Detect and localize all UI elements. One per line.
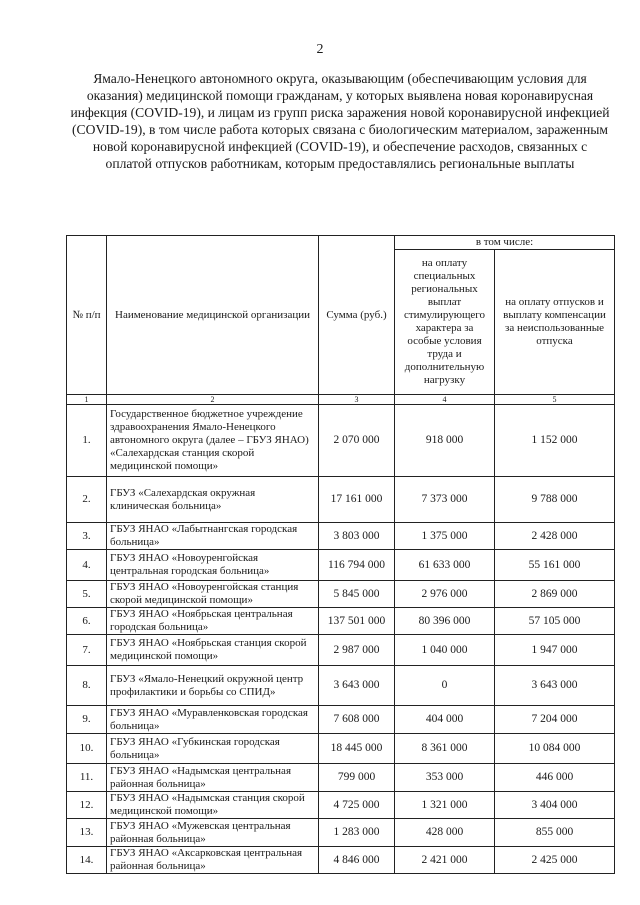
- table-row: [67, 405, 615, 477]
- header-including: в том числе:: [395, 236, 615, 250]
- header-name: Наименование медицинской организации: [107, 236, 319, 395]
- special-payments-sum: 1 040 000: [395, 635, 495, 666]
- intro-paragraph: Ямало-Ненецкого автономного округа, оказывающим (обеспечивающим условия для оказания) медицинской помощи гражданам, у которых выявлена новая коронавирусная инфекция (COVID-19), и лицам из групп риска заражения новой коронавирусной инфекцией (COVID-19), в том числе работа которых связана с биологическим материалом, зараженным новой коронавирусной инфекцией (COVID-19), и обеспечение расходов, связанных с оплатой отпусков работникам, которым предоставлялись региональные выплаты: [70, 71, 610, 171]
- row-number: 9.: [67, 706, 107, 734]
- row-number: 13.: [67, 819, 107, 847]
- total-sum: 1 283 000: [319, 819, 395, 847]
- total-sum: 3 643 000: [319, 666, 395, 706]
- special-payments-sum: 2 421 000: [395, 847, 495, 874]
- table-row: [67, 666, 615, 706]
- row-number: 3.: [67, 523, 107, 550]
- header-sum: Сумма (руб.): [319, 236, 395, 395]
- organization-name: ГБУЗ «Ямало-Ненецкий окружной центр профилактики и борьбы со СПИД»: [107, 666, 319, 706]
- table-row: [67, 608, 615, 635]
- column-index: 2: [107, 395, 319, 405]
- table-row: [67, 706, 615, 734]
- table-row: [67, 523, 615, 550]
- total-sum: 7 608 000: [319, 706, 395, 734]
- vacation-payments-sum: 7 204 000: [495, 706, 615, 734]
- organization-name: ГБУЗ ЯНАО «Мужевская центральная районная больница»: [107, 819, 319, 847]
- vacation-payments-sum: 3 643 000: [495, 666, 615, 706]
- vacation-payments-sum: 9 788 000: [495, 477, 615, 523]
- total-sum: 137 501 000: [319, 608, 395, 635]
- header-vacation-payments: на оплату отпусков и выплату компенсации за неиспользованные отпуска: [495, 250, 615, 395]
- organization-name: Государственное бюджетное учреждение здравоохранения Ямало-Ненецкого автономного округа (далее – ГБУЗ ЯНАО) «Салехардская станция скорой медицинской помощи»: [107, 405, 319, 477]
- organization-name: ГБУЗ ЯНАО «Надымская станция скорой медицинской помощи»: [107, 792, 319, 819]
- row-number: 2.: [67, 477, 107, 523]
- table-row: [67, 734, 615, 764]
- vacation-payments-sum: 446 000: [495, 764, 615, 792]
- table-row: [67, 819, 615, 847]
- page-number: 2: [316, 42, 324, 57]
- vacation-payments-sum: 10 084 000: [495, 734, 615, 764]
- row-number: 12.: [67, 792, 107, 819]
- total-sum: 2 987 000: [319, 635, 395, 666]
- vacation-payments-sum: 2 428 000: [495, 523, 615, 550]
- total-sum: 116 794 000: [319, 550, 395, 581]
- vacation-payments-sum: 1 947 000: [495, 635, 615, 666]
- special-payments-sum: 80 396 000: [395, 608, 495, 635]
- table-row: [67, 792, 615, 819]
- column-index: 3: [319, 395, 395, 405]
- organization-name: ГБУЗ ЯНАО «Новоуренгойская центральная городская больница»: [107, 550, 319, 581]
- total-sum: 799 000: [319, 764, 395, 792]
- vacation-payments-sum: 3 404 000: [495, 792, 615, 819]
- funding-table: [66, 235, 615, 874]
- special-payments-sum: 8 361 000: [395, 734, 495, 764]
- row-number: 7.: [67, 635, 107, 666]
- total-sum: 18 445 000: [319, 734, 395, 764]
- special-payments-sum: 404 000: [395, 706, 495, 734]
- row-number: 14.: [67, 847, 107, 874]
- special-payments-sum: 428 000: [395, 819, 495, 847]
- row-number: 11.: [67, 764, 107, 792]
- vacation-payments-sum: 855 000: [495, 819, 615, 847]
- total-sum: 4 725 000: [319, 792, 395, 819]
- column-index-row: [67, 395, 615, 405]
- table-row: [67, 477, 615, 523]
- table-row: [67, 635, 615, 666]
- total-sum: 17 161 000: [319, 477, 395, 523]
- table-row: [67, 764, 615, 792]
- row-number: 1.: [67, 405, 107, 477]
- organization-name: ГБУЗ ЯНАО «Муравленковская городская больница»: [107, 706, 319, 734]
- special-payments-sum: 7 373 000: [395, 477, 495, 523]
- special-payments-sum: 353 000: [395, 764, 495, 792]
- vacation-payments-sum: 57 105 000: [495, 608, 615, 635]
- table-row: [67, 550, 615, 581]
- row-number: 6.: [67, 608, 107, 635]
- total-sum: 3 803 000: [319, 523, 395, 550]
- row-number: 5.: [67, 581, 107, 608]
- table-row: [67, 581, 615, 608]
- header-num: № п/п: [67, 236, 107, 395]
- column-index: 5: [495, 395, 615, 405]
- column-index: 4: [395, 395, 495, 405]
- organization-name: ГБУЗ ЯНАО «Ноябрьская станция скорой медицинской помощи»: [107, 635, 319, 666]
- vacation-payments-sum: 2 869 000: [495, 581, 615, 608]
- organization-name: ГБУЗ ЯНАО «Аксарковская центральная районная больница»: [107, 847, 319, 874]
- organization-name: ГБУЗ ЯНАО «Ноябрьская центральная городская больница»: [107, 608, 319, 635]
- row-number: 4.: [67, 550, 107, 581]
- special-payments-sum: 61 633 000: [395, 550, 495, 581]
- row-number: 8.: [67, 666, 107, 706]
- special-payments-sum: 0: [395, 666, 495, 706]
- vacation-payments-sum: 2 425 000: [495, 847, 615, 874]
- organization-name: ГБУЗ ЯНАО «Лабытнангская городская больница»: [107, 523, 319, 550]
- special-payments-sum: 1 321 000: [395, 792, 495, 819]
- special-payments-sum: 918 000: [395, 405, 495, 477]
- column-index: 1: [67, 395, 107, 405]
- row-number: 10.: [67, 734, 107, 764]
- organization-name: ГБУЗ ЯНАО «Надымская центральная районная больница»: [107, 764, 319, 792]
- organization-name: ГБУЗ ЯНАО «Новоуренгойская станция скорой медицинской помощи»: [107, 581, 319, 608]
- total-sum: 4 846 000: [319, 847, 395, 874]
- special-payments-sum: 1 375 000: [395, 523, 495, 550]
- vacation-payments-sum: 55 161 000: [495, 550, 615, 581]
- organization-name: ГБУЗ «Салехардская окружная клиническая больница»: [107, 477, 319, 523]
- vacation-payments-sum: 1 152 000: [495, 405, 615, 477]
- special-payments-sum: 2 976 000: [395, 581, 495, 608]
- table-row: [67, 847, 615, 874]
- header-special-payments: на оплату специальных региональных выплат стимулирующего характера за особые условия труда и дополнительную нагрузку: [395, 250, 495, 395]
- total-sum: 5 845 000: [319, 581, 395, 608]
- organization-name: ГБУЗ ЯНАО «Губкинская городская больница»: [107, 734, 319, 764]
- total-sum: 2 070 000: [319, 405, 395, 477]
